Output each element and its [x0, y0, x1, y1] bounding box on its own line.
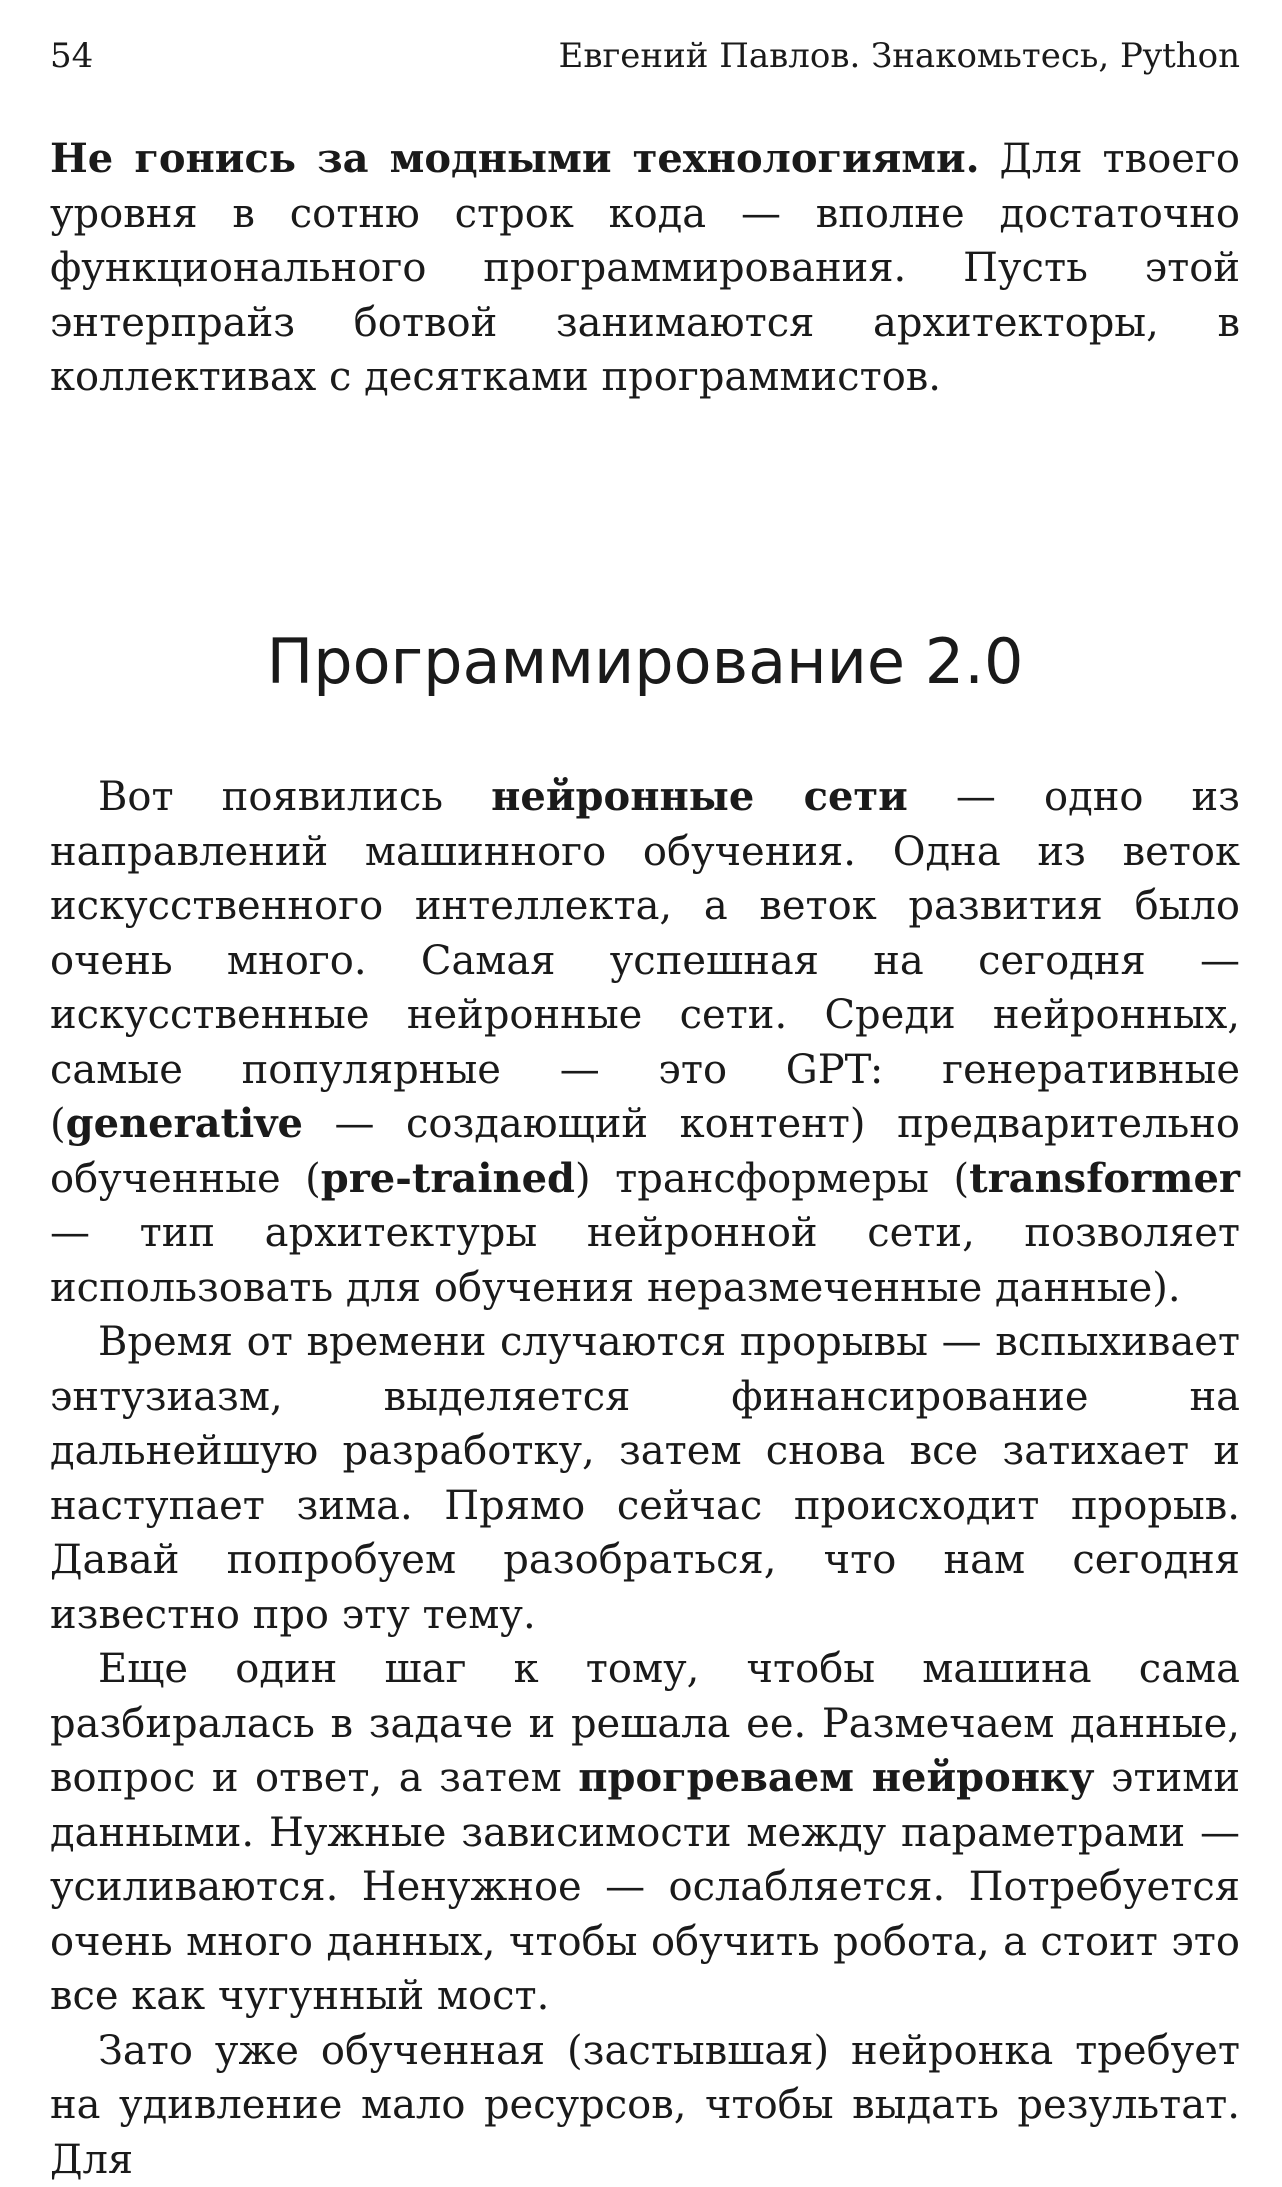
bold-term: нейронные сети: [491, 773, 908, 820]
text-run: — одно из направлений машинного обучения. Одна из веток искусственного интеллекта, а веток развития было очень много. Самая успешная на сегодня — искусственные нейронные сети. Среди нейронных, самые популярные — это GPT: генеративные (: [50, 774, 1240, 1147]
text-run: Еще один шаг к тому, чтобы машина сама разбиралась в задаче и решала ее. Размечаем данные, вопрос и ответ, а затем: [50, 1646, 1240, 1801]
paragraph-inference: Зато уже обученная (застывшая) нейронка требует на удивление мало ресурсов, чтобы выдать результат. Для: [50, 2024, 1240, 2187]
section-title: Программирование 2.0: [50, 622, 1240, 702]
text-run: — создающий контент) предварительно обученные (: [50, 1101, 1240, 1202]
intro-paragraph: [50, 132, 1240, 405]
paragraph-neural-networks: [50, 770, 1240, 1315]
intro-text: Для твоего уровня в сотню строк кода — вполне достаточно функционального программирования. Пусть этой энтерпрайз ботвой занимаются архитекторы, в коллективах с десятками программистов.: [50, 136, 1240, 400]
bold-lead: Не гонись за модными технологиями.: [50, 135, 980, 182]
text-run: этими данными. Нужные зависимости между параметрами — усиливаются. Ненужное — ослабляется. Потребуется очень много данных, чтобы обучить робота, а стоит это все как чугунный мост.: [50, 1755, 1240, 2019]
text-run: Вот появились: [98, 774, 491, 820]
bold-term: transformer: [969, 1155, 1240, 1202]
page-number: 54: [50, 34, 93, 78]
running-title: Евгений Павлов. Знакомьтесь, Python: [559, 34, 1240, 78]
section-body: [50, 770, 1240, 2187]
bold-term: generative: [66, 1100, 303, 1147]
bold-term: pre-trained: [321, 1155, 575, 1202]
bold-term: прогреваем нейронку: [578, 1754, 1094, 1801]
paragraph-training: [50, 1642, 1240, 2024]
text-run: — тип архитектуры нейронной сети, позволяет использовать для обучения неразмеченные данные).: [50, 1210, 1240, 1311]
text-run: ) трансформеры (: [575, 1156, 969, 1202]
paragraph-breakthroughs: Время от времени случаются прорывы — вспыхивает энтузиазм, выделяется финансирование на дальнейшую разработку, затем снова все затихает и наступает зима. Прямо сейчас происходит прорыв. Давай попробуем разобраться, что нам сегодня известно про эту тему.: [50, 1315, 1240, 1642]
running-header: [50, 34, 1240, 78]
